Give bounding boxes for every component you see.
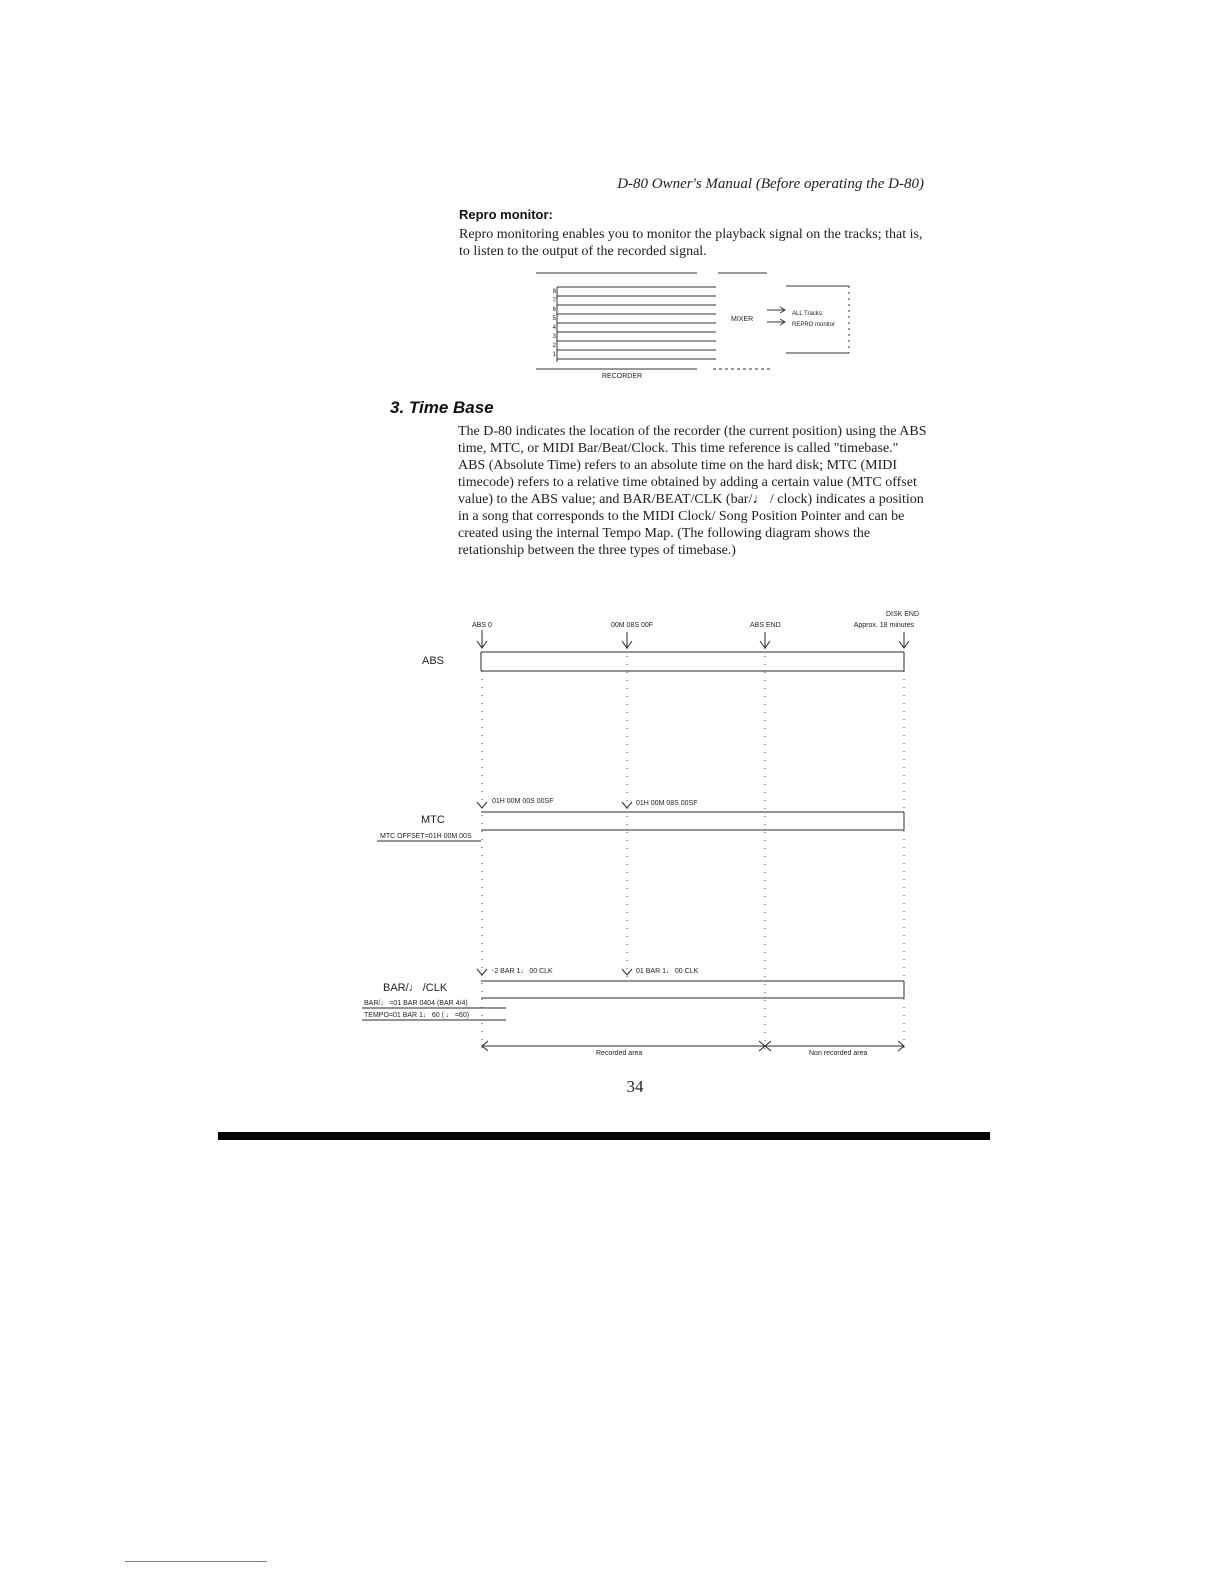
page-header: D-80 Owner's Manual (Before operating the D-80) [617,176,924,192]
track-number: 3 [552,334,556,340]
page-bottom-bar [218,1132,990,1140]
bar-track [481,981,904,998]
mtc-row-label: MTC [421,814,445,826]
track-number: 8 [552,289,556,295]
page-number: 34 [626,1077,644,1096]
timebase-paragraph-1: The D-80 indicates the location of the recorder (the current position) using the ABS time, MTC, or MIDI Bar/Beat/Clock. This time reference is called "timebase." [458,424,927,456]
mtc-offset-label: MTC OFFSET=01H 00M 00S [380,833,472,840]
out-label-1: ALL Tracks: [792,311,824,317]
recorder-label: RECORDER [602,373,643,380]
abs-end-label: ABS END [750,622,781,629]
bar-setting-1: BAR/♩ =01 BAR 0404 (BAR 4/4) [364,1000,468,1007]
mtc-mid-label: 01H 00M 08S 00SF [636,800,698,807]
out-label-2: REPRO monitor [792,322,836,328]
abs-mid-label: 00M 08S 00F [611,622,654,629]
mtc-track [481,812,904,830]
non-recorded-area-label: Non recorded area [809,1050,868,1057]
repro-monitor-heading: Repro monitor: [459,207,553,222]
repro-paragraph: Repro monitoring enables you to monitor the playback signal on the tracks; that is, to listen to the output of the recorded signal. [459,227,923,259]
track-number: 1 [552,352,556,358]
mixer-label: MIXER [731,316,754,323]
track-number: 2 [552,343,556,349]
track-number: 6 [552,307,556,313]
abs-track [481,652,904,671]
track-number: 7 [552,298,556,304]
bar-setting-2: TEMPO=01 BAR 1♩ 60 ( ♩ =60) [364,1012,470,1019]
abs-zero-label: ABS 0 [472,622,492,629]
track-number: 4 [552,325,556,331]
recorded-area-label: Recorded area [596,1050,643,1057]
bar-start-label: -2 BAR 1♩ 00 CLK [492,968,553,975]
guide-lines [482,640,904,1052]
section-title: 3. Time Base [390,398,494,417]
bar-mid-label: 01 BAR 1♩ 00 CLK [636,968,699,975]
footer-rule [125,1561,267,1562]
track-number: 5 [552,316,556,322]
abs-row-label: ABS [422,655,445,667]
disk-end-label: DISK END [885,611,919,618]
mtc-start-label: 01H 00M 00S 00SF [492,798,554,805]
disk-approx-label: Approx. 18 minutes [853,622,914,629]
timebase-paragraph-2: ABS (Absolute Time) refers to an absolute time on the hard disk; MTC (MIDI timecode) refers to a relative time obtained by adding a certain value (MTC offset value) to the ABS value; and BAR/BEAT/CLK (bar/♩ / clock) indicates a position in a song that corresponds to the MIDI Clock/ Song Position Pointer and can be created using the internal Tempo Map. (The following diagram shows the retationship between the three types of timebase.) [458,458,924,558]
bar-row-label: BAR/♩ /CLK [383,982,448,994]
